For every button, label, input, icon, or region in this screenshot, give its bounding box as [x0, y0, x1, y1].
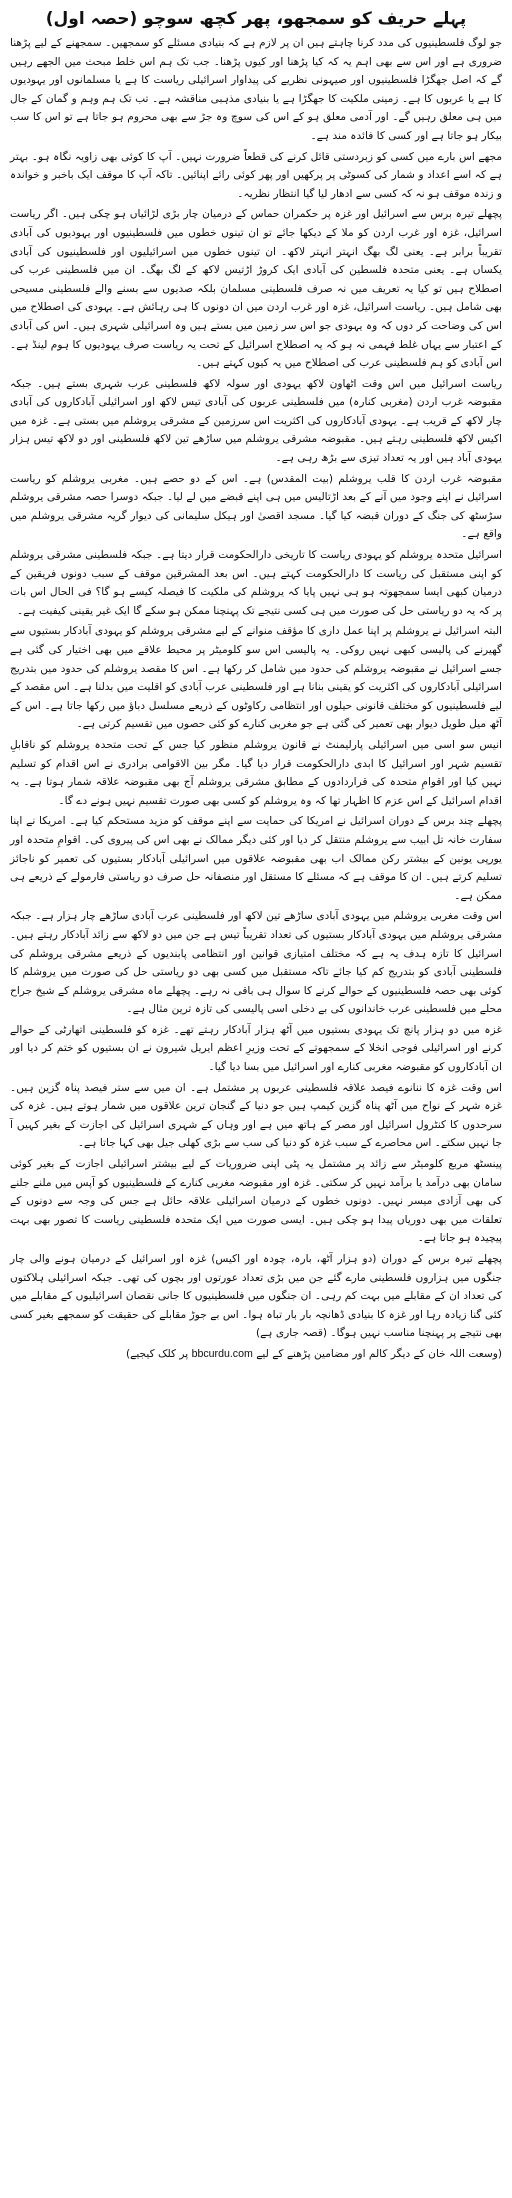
article-paragraph: پچھلے چند برس کے دوران اسرائیل نے امریکا کی حمایت سے اپنے موقف کو مزید مستحکم کیا ہے۔ امریکا نے اپنا سفارت خانہ تل ابیب سے یروشلم منتقل کر دیا اور کئی دیگر ممالک نے بھی اس کی پیروی کی۔ اقوامِ متحدہ اور یورپی یونین کے بیشتر رکن ممالک اب بھی مقبوضہ علاقوں میں اسرائیلی آبادکار بستیوں کی تعمیر کو ناجائز تسلیم کرتے ہیں۔ ان کا موقف ہے کہ مسئلے کا مستقل اور منصفانہ حل صرف دو ریاستی فارمولے کے ذریعے ہی ممکن ہے۔	[10, 815, 502, 902]
article-paragraph: جو لوگ فلسطینیوں کی مدد کرنا چاہتے ہیں ان پر لازم ہے کہ بنیادی مسئلے کو سمجھیں۔ سمجھنے کے لیے پڑھنا ضروری ہے اور اس سے بھی اہم یہ کہ کیا پڑھنا اور کیوں پڑھنا۔ جب تک ہم اس خلط مبحث میں الجھے رہیں گے کہ اصل جھگڑا فلسطینیوں اور صیہونی نظریے کی پیداوار اسرائیلی ریاست کا ہے یا مسلمانوں اور یہودیوں کا ہے یا عربوں کا ہے۔ زمینی ملکیت کا جھگڑا ہے یا بنیادی مذہبی مناقشہ ہے۔ تب تک ہم وہم و گمان کے جال میں ہی معلق رہیں گے۔ اور آدمی معلق ہو کے اس کی سوچ وہ جڑ سے بھی محروم ہو جاتا ہے تو اس کا سب بیکار ہو جاتا ہے اور کسی کا فائدہ مند ہے۔	[10, 37, 502, 142]
article-footer	[10, 1345, 502, 1364]
article-paragraph: مقبوضہ غرب اردن کا قلب یروشلم (بیت المقدس) ہے۔ اس کے دو حصے ہیں۔ مغربی یروشلم کو ریاست اسرائیل نے اپنے وجود میں آنے کے بعد اڑتالیس میں ہی اپنے قبضے میں لے لیا۔ جبکہ دوسرا حصہ مشرقی یروشلم سڑسٹھ کی جنگ کے دوران قبضہ کیا گیا۔ مسجد اقصیٰ اور ہیکل سلیمانی کی دیوار گریہ مشرقی یروشلم میں واقع ہے۔	[10, 472, 502, 541]
article-paragraph: اسرائیل متحدہ یروشلم کو یہودی ریاست کا تاریخی دارالحکومت قرار دیتا ہے۔ جبکہ فلسطینی مشرقی یروشلم کو اپنی مستقبل کی ریاست کا دارالحکومت کہتے ہیں۔ اس بعد المشرقین موقف کے سبب دونوں فریقین کے درمیان کبھی ایسا سمجھوتہ ہو ہی نہیں پایا کہ یروشلم کی ملکیت کا فیصلہ کیسے ہو گا؟ فی الحال اس بات پر کہ یہ دو ریاستی حل کی صورت میں ہی کسی نتیجے تک پہنچنا ممکن ہو سکے گا ایک غیر یقینی کیفیت ہے۔	[10, 549, 502, 617]
article-paragraph: غزہ میں دو ہزار پانچ تک یہودی بستیوں میں آٹھ ہزار آبادکار رہتے تھے۔ غزہ کو فلسطینی اتھارٹی کے حوالے کرنے اور اسرائیلی فوجی انخلا کے سمجھوتے کے تحت وزیرِ اعظم ایریل شیرون نے ان بستیوں کو ختم کر دیا اور ان آبادکاروں کو مقبوضہ مغربی کنارے اور اسرائیل میں بسا دیا گیا۔	[10, 1023, 502, 1074]
article-body	[10, 34, 502, 1364]
article-paragraph: پچھلے تیرہ برس کے دوران (دو ہزار آٹھ، بارہ، چودہ اور اکیس) غزہ اور اسرائیل کے درمیان ہونے والی چار جنگوں میں ہزاروں فلسطینی مارے گئے جن میں بڑی تعداد عورتوں اور بچوں کی تھی۔ جبکہ اسرائیلی ہلاکتوں کی تعداد ان کے مقابلے میں بہت کم رہی۔ ان جنگوں میں فلسطینیوں کا جانی نقصان اسرائیلیوں کے مقابلے میں کئی گنا زیادہ رہا اور غزہ کا بنیادی ڈھانچہ بار بار تباہ ہوا۔ اس بے جوڑ مقابلے کی حقیقت کو سمجھے بغیر کسی بھی نتیجے پر پہنچنا مناسب نہیں ہوگا۔ (قصہ جاری ہے)	[10, 1253, 502, 1340]
footer-link[interactable]: bbcurdu.com	[191, 1347, 253, 1360]
article-paragraph: ریاست اسرائیل میں اس وقت اٹھاون لاکھ یہودی اور سولہ لاکھ فلسطینی عرب شہری بستے ہیں۔ جبکہ مقبوضہ غرب اردن (مغربی کنارہ) میں فلسطینی عربوں کی آبادی تیس لاکھ اور اسرائیلی آبادکاروں کی آبادی چار لاکھ کے قریب ہے۔ یہودی آبادکاروں کی اکثریت اس سرزمین کے مشرقی یروشلم میں بستی ہے۔ غزہ میں اکیس لاکھ فلسطینی رہتے ہیں۔ مقبوضہ مشرقی یروشلم میں ساڑھے تین لاکھ فلسطینی اور دو لاکھ تیس ہزار یہودی آباد ہیں اور یہ تعداد تیزی سے بڑھ رہی ہے۔	[10, 377, 502, 465]
article-title: پہلے حریف کو سمجھو، پھر کچھ سوچو (حصہ اول)	[45, 9, 467, 29]
article-paragraph: مجھے اس بارے میں کسی کو زبردستی قائل کرنے کی قطعاً ضرورت نہیں۔ آپ کا کوئی بھی زاویہ نگاہ ہو۔ بہتر ہے کہ اسے اعداد و شمار کی کسوٹی پر پرکھیں اور پھر کوئی رائے اپنائیں۔ تاکہ آپ کا موقف ایک باخبر و خواندہ و زندہ موقف ہو نہ کہ کسی سے ادھار لیا گیا انتظار نظریہ۔	[10, 150, 502, 200]
article-paragraph: پچھلے تیرہ برس سے اسرائیل اور غزہ پر حکمران حماس کے درمیان چار بڑی لڑائیاں ہو چکی ہیں۔ اگر ریاست اسرائیل، غزہ اور غرب اردن کو ملا کے دیکھا جائے تو ان تینوں خطوں میں فلسطینیوں اور یہودیوں کی آبادی تقریباً برابر ہے۔ یعنی لگ بھگ انہتر انہتر لاکھ۔ ان تینوں خطوں میں اسرائیلیوں اور فلسطینیوں کی آبادی یکساں ہے۔ یعنی متحدہ فلسطین کی آبادی ایک کروڑ اڑتیس لاکھ کے لگ بھگ۔ ان میں فلسطینی عرب کی اصطلاح ہیں تو کیا یہ تعریف میں نہ صرف فلسطینی مسلمان بلکہ صدیوں سے بسنے والے فلسطینی مسیحی بھی شامل ہیں۔ ریاست اسرائیل، غزہ اور غرب اردن میں ان دونوں کا ہی رہائش ہے۔ یہودی کی اصطلاح میں اس کی وضاحت کر دوں کہ وہ یہودی جو اس سر زمین میں بستے ہیں وہ اسرائیلی شہری ہیں۔ اس کی آبادی کے اعتبار سے یہاں غلط فہمی نہ ہو کہ یہ اصطلاح اسرائیل کے تحت یہ ریاست صرف یہودیوں کا ہوم لینڈ ہے۔ اس آبادی کو ہم فلسطینی عرب کی اصطلاح میں یہ کیوں کہتے ہیں۔	[10, 208, 502, 370]
footer-tail: پر کلک کیجیے)	[126, 1347, 189, 1360]
article-paragraph: اس وقت غزہ کا ننانوے فیصد علاقہ فلسطینی عربوں پر مشتمل ہے۔ ان میں سے ستر فیصد پناہ گزین ہیں۔ غزہ شہر کے نواح میں آٹھ پناہ گزین کیمپ ہیں جو دنیا کے گنجان ترین علاقوں میں شمار ہوتے ہیں۔ غزہ کی سرحدوں کا کنٹرول اسرائیل اور مصر کے ہاتھ میں ہے اور وہاں کے شہری اسرائیل کی اجازت کے بغیر کہیں آ جا نہیں سکتے۔ اس محاصرے کے سبب غزہ کو دنیا کی سب سے بڑی کھلی جیل بھی کہا جاتا ہے۔	[10, 1081, 502, 1150]
footer-text: (وسعت اللہ خان کے دیگر کالم اور مضامین پڑھنے کے لیے	[256, 1347, 502, 1360]
article-paragraph: پینسٹھ مربع کلومیٹر سے زائد پر مشتمل یہ پٹی اپنی ضروریات کے لیے بیشتر اسرائیلی اجازت کے بغیر کوئی سامان بھی درآمد یا برآمد نہیں کر سکتی۔ غزہ اور مقبوضہ مغربی کنارے کے فلسطینیوں کو آپس میں ملنے جلنے کی بھی آزادی میسر نہیں۔ دونوں خطوں کے درمیان اسرائیلی علاقہ حائل ہے جس کی وجہ سے دونوں کے تعلقات میں بھی دوریاں پیدا ہو چکی ہیں۔ ایسی صورت میں ایک متحدہ فلسطینی ریاست کا تصور بھی بہت پیچیدہ ہو جاتا ہے۔	[10, 1158, 502, 1245]
article-paragraph: انیس سو اسی میں اسرائیلی پارلیمنٹ نے قانون یروشلم منظور کیا جس کے تحت متحدہ یروشلم کو ناقابلِ تقسیم شہر اور اسرائیل کا ابدی دارالحکومت قرار دیا گیا۔ مگر بین الاقوامی برادری نے اس اقدام کو تسلیم نہیں کیا اور اقوامِ متحدہ کی قراردادوں کے مطابق مشرقی یروشلم آج بھی مقبوضہ علاقہ شمار ہوتا ہے۔ یہ اقدام اسرائیل کے اس عزم کا اظہار تھا کہ وہ یروشلم کو کسی بھی صورت تقسیم نہیں ہونے دے گا۔	[10, 738, 502, 807]
article-paragraph: اس وقت مغربی یروشلم میں یہودی آبادی ساڑھے تین لاکھ اور فلسطینی عرب آبادی ساڑھے چار ہزار ہے۔ جبکہ مشرقی یروشلم میں یہودی آبادکار بستیوں کی تعداد تقریباً تیس ہے جن میں دو لاکھ سے زائد آبادکار رہتے ہیں۔ اسرائیل کا تازہ ہدف یہ ہے کہ مختلف امتیازی قوانین اور انتظامی پابندیوں کے ذریعے مشرقی یروشلم کی فلسطینی آبادی کو بتدریج کم کیا جائے تاکہ مستقبل میں کسی بھی دو ریاستی حل کی صورت میں یروشلم کا کوئی بھی حصہ فلسطینیوں کے حوالے کرنے کا سوال ہی باقی نہ رہے۔ پچھلے ماہ مشرقی یروشلم کے شیخ جراح محلے میں فلسطینی عرب خاندانوں کی بے دخلی اسی پالیسی کی تازہ ترین مثال ہے۔	[10, 910, 502, 1016]
article-paragraph: البتہ اسرائیل نے یروشلم پر اپنا عمل داری کا مؤقف منوانے کے لیے مشرقی یروشلم کو یہودی آبادکار بستیوں سے گھیرنے کی پالیسی کبھی نہیں روکی۔ یہ پالیسی اس سو کلومیٹر پر محیط علاقے میں بھی اختیار کی گئی ہے جسے اسرائیل نے مقبوضہ یروشلم کی حدود میں شامل کر رکھا ہے۔ اس کا مقصد یروشلم کی حدود میں بتدریج اسرائیلی آبادکاروں کی اکثریت کو یقینی بنانا ہے اور فلسطینی عرب آبادی کو اقلیت میں بدلنا ہے۔ اس مقصد کے لیے فلسطینیوں کو مختلف قانونی حیلوں اور انتظامی رکاوٹوں کے ذریعے مسلسل دباؤ میں رکھا جاتا ہے۔ اس کے آٹھ میل طویل دیوار بھی تعمیر کی گئی ہے جو مغربی کنارے کو کئی حصوں میں تقسیم کرتی ہے۔	[10, 625, 502, 731]
